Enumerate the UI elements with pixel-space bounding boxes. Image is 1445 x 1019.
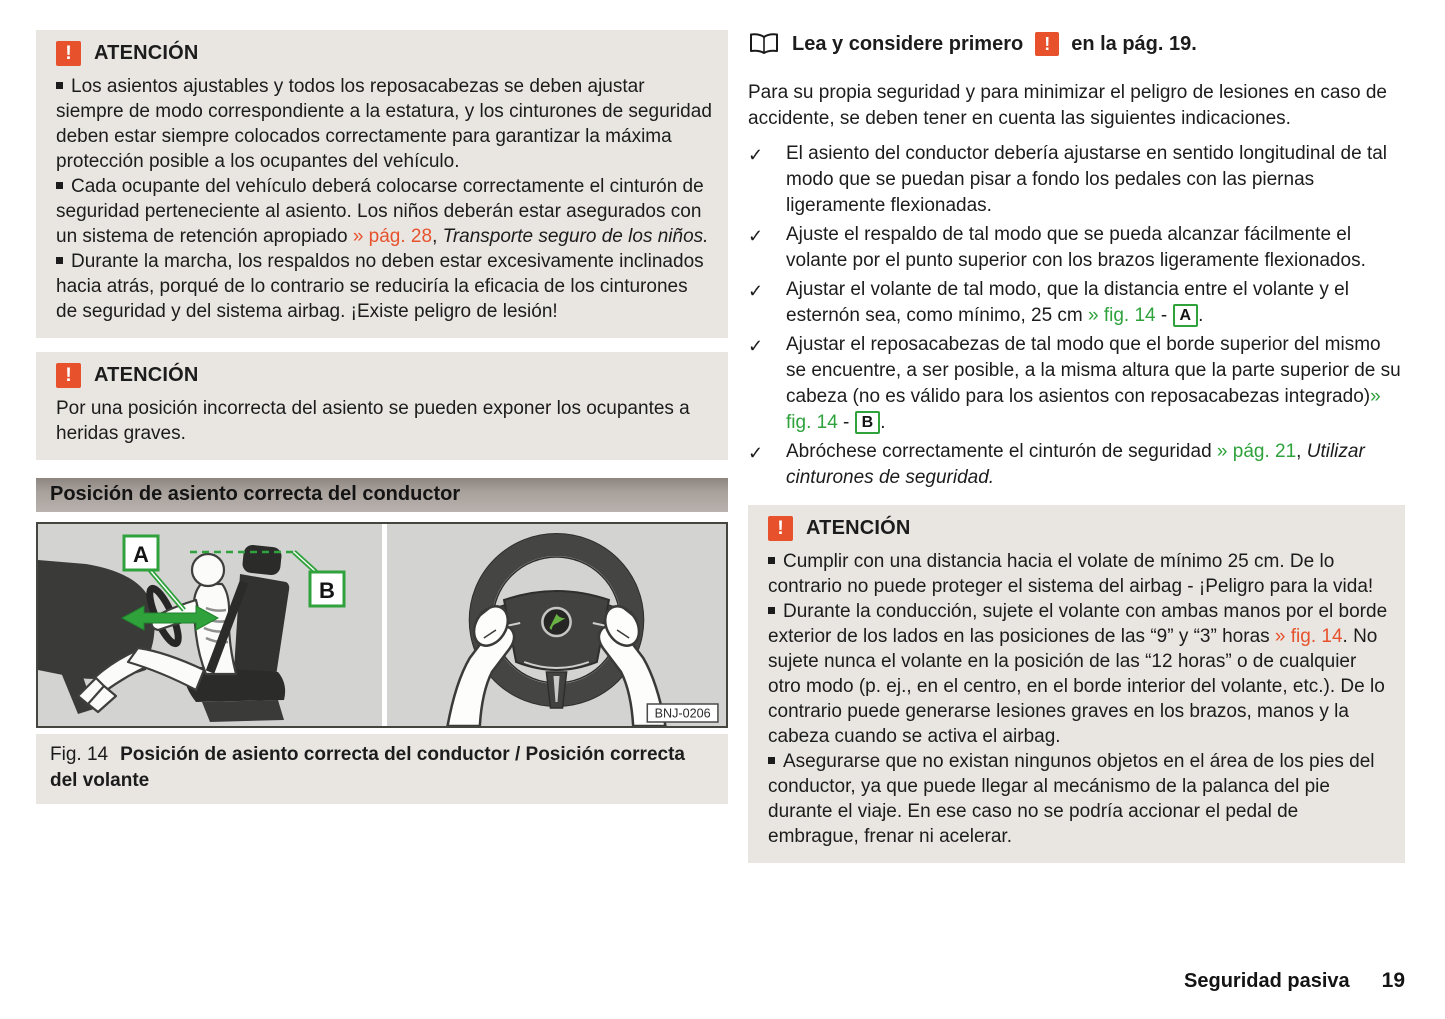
figure-reference-link[interactable]: » fig. 14 (786, 386, 1381, 433)
figure-reference-link[interactable]: » fig. 14 (1088, 305, 1156, 326)
warning-text: Asegurarse que no existan ningunos objetos en el área de los pies del conductor, ya que puede llegar al mecánismo de la palanca del pie durante el viaje. En ese caso no se podría accionar el pedal de embrague, frenar ni acelerar. (768, 751, 1375, 847)
attention-title: ATENCIÓN (94, 42, 199, 64)
figure-caption-text: Posición de asiento correcta del conductor / Posición correcta del volante (50, 744, 685, 791)
figure-reference-link[interactable]: » fig. 14 (1274, 626, 1343, 647)
steering-wheel-drawing (387, 524, 726, 726)
square-bullet (768, 557, 775, 564)
warning-badge-icon: ! (1035, 32, 1059, 56)
warning-text: Cada ocupante del vehículo deberá colocarse correctamente el cinturón de seguridad perteneciente al asiento. Los niños deberán estar asegurados con un sistema de retención apropiado (56, 176, 704, 247)
read-first-text: Lea y considere primero (792, 32, 1024, 55)
warning-text: Durante la marcha, los respaldos no deben estar excesivamente inclinados hacia atrás, porqué de lo contrario se reduciría la eficacia de los cinturones de seguridad y del sistema airbag. ¡Existe peligro de lesión! (56, 251, 704, 322)
safety-checklist (748, 141, 1405, 491)
checklist-text: . (1198, 305, 1204, 326)
checklist-text: Ajustar el volante de tal modo, que la distancia entre el volante y el esternón sea, como mínimo, 25 cm (786, 279, 1349, 326)
square-bullet (768, 607, 775, 614)
checklist-text: , (1296, 441, 1307, 462)
intro-paragraph: Para su propia seguridad y para minimizar el peligro de lesiones en caso de accidente, se deben tener en cuenta las siguientes indicaciones. (748, 82, 1387, 129)
warning-paragraph (56, 249, 712, 324)
label-b-text: B (319, 578, 335, 603)
image-code-text: BNJ-0206 (654, 706, 711, 721)
checklist-item (748, 332, 1405, 436)
open-book-icon (748, 32, 780, 56)
figure-label-a (124, 536, 158, 570)
figure-14 (36, 522, 728, 728)
figure-number: Fig. 14 (50, 744, 109, 765)
checklist-item (748, 222, 1405, 274)
warning-text: Los asientos ajustables y todos los reposacabezas se deben ajustar siempre de modo correspondiente a la estatura, y los cinturones de seguridad deben estar siempre colocados correctamente para garantizar la máxima protección posible a los ocupantes del vehículo. (56, 76, 712, 172)
warning-icon: ! (56, 363, 81, 388)
warning-paragraph (56, 74, 712, 174)
checklist-item (748, 439, 1405, 491)
checklist-item (748, 277, 1405, 329)
attention-box-1 (36, 30, 728, 338)
checklist-text: - (837, 412, 855, 433)
fig14-steering-wheel-image (387, 524, 726, 726)
seat-position-drawing (38, 524, 382, 726)
checklist-item-text (786, 332, 1405, 436)
checkmark-icon: ✓ (748, 336, 764, 356)
left-column (36, 30, 728, 877)
square-bullet (768, 757, 775, 764)
attention-header (768, 516, 1389, 541)
figure-label-b (310, 572, 344, 606)
attention-title: ATENCIÓN (94, 364, 199, 386)
warning-paragraph (768, 549, 1389, 599)
checkmark-icon: ✓ (748, 226, 764, 246)
warning-paragraph (768, 599, 1389, 749)
checklist-item-text: Ajuste el respaldo de tal modo que se pueda alcanzar fácilmente el volante por el punto superior con los brazos ligeramente flexionados. (786, 224, 1366, 271)
attention-header (56, 41, 712, 66)
checklist-item-text (786, 439, 1405, 491)
attention-title: ATENCIÓN (806, 517, 911, 539)
chapter-title-italic: Transporte seguro de los niños. (442, 226, 709, 247)
page-number: 19 (1381, 969, 1405, 992)
checklist-text: - (1155, 305, 1173, 326)
footer-section-title: Seguridad pasiva (1184, 970, 1350, 992)
checklist-item (748, 141, 1405, 219)
checklist-text: Ajustar el reposacabezas de tal modo que el borde superior del mismo se encuentre, a ser posible, a la misma altura que la parte superior de su cabeza (no es válido para los asientos con reposacabezas integrado) (786, 334, 1401, 407)
boxed-letter-b: B (855, 411, 881, 434)
checklist-text: . (880, 412, 886, 433)
section-header: Posición de asiento correcta del conductor (36, 478, 728, 512)
square-bullet (56, 257, 63, 264)
warning-text: Cumplir con una distancia hacia el volate de mínimo 25 cm. De lo contrario no puede proteger el sistema del airbag - ¡Peligro para la vida! (768, 551, 1374, 597)
square-bullet (56, 82, 63, 89)
right-column (748, 30, 1405, 877)
checkmark-icon: ✓ (748, 145, 764, 165)
attention-box-3 (748, 505, 1405, 863)
checkmark-icon: ✓ (748, 281, 764, 301)
warning-paragraph (768, 749, 1389, 849)
page-reference-link[interactable]: » pág. 21 (1216, 441, 1297, 462)
checklist-text: Abróchese correctamente el cinturón de seguridad (786, 441, 1217, 462)
warning-paragraph (56, 174, 712, 249)
attention-box-2 (36, 352, 728, 460)
read-first-note (748, 32, 1405, 56)
warning-text: Por una posición incorrecta del asiento se pueden exponer los ocupantes a heridas graves. (56, 398, 690, 444)
brand-logo (542, 608, 570, 636)
warning-icon: ! (56, 41, 81, 66)
chapter-title-italic: Utilizar cinturones de seguridad. (786, 441, 1365, 488)
image-code-box (647, 704, 718, 722)
boxed-letter-a: A (1173, 304, 1199, 327)
figure-caption (36, 734, 728, 804)
page-reference-link[interactable]: » pág. 28 (352, 226, 433, 247)
page-footer (1184, 969, 1405, 993)
checkmark-icon: ✓ (748, 443, 764, 463)
checklist-item-text: El asiento del conductor debería ajustarse en sentido longitudinal de tal modo que se puedan pisar a fondo los pedales con las piernas ligeramente flexionadas. (786, 143, 1388, 216)
warning-text: , (432, 226, 443, 247)
read-first-text: en la pág. 19. (1071, 32, 1197, 55)
warning-text: . No sujete nunca el volante en la posición de las “12 horas” o de cualquier otro modo (p. ej., en el centro, en el borde interior del volante, etc.). De lo contrario puede generarse lesiones graves en los brazos, manos y la cabeza cuando se activa el airbag. (768, 626, 1385, 747)
page-content (36, 30, 1405, 877)
warning-text: Durante la conducción, sujete el volante con ambas manos por el borde exterior de los lados en las posiciones de las “9” y “3” horas (768, 601, 1388, 647)
square-bullet (56, 182, 63, 189)
checklist-item-text (786, 277, 1405, 329)
attention-header (56, 363, 712, 388)
warning-icon: ! (768, 516, 793, 541)
fig14-seat-position-image (38, 524, 382, 726)
label-a-text: A (133, 542, 149, 567)
warning-paragraph (56, 396, 712, 446)
